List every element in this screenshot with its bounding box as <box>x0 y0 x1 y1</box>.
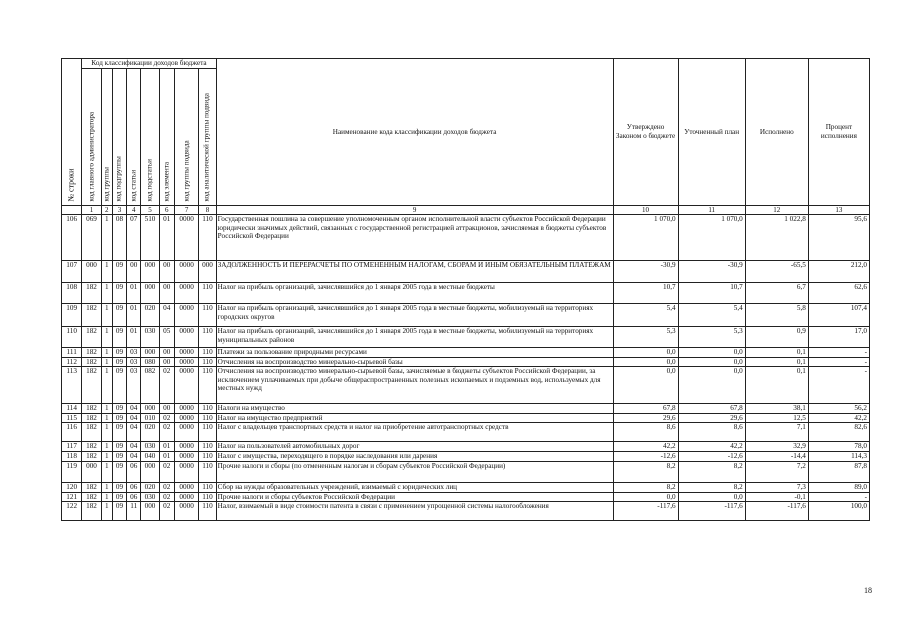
code-cell: 0000 <box>174 502 198 521</box>
percent-value: 17,0 <box>808 327 869 348</box>
code-cell: 1 <box>101 283 112 304</box>
code-cell: 00 <box>159 404 174 414</box>
executed-value: 7,3 <box>745 482 808 492</box>
code-cell: 05 <box>159 327 174 348</box>
header-row-no: № строки <box>62 59 82 206</box>
code-cell: 0000 <box>174 348 198 358</box>
code-cell: 02 <box>159 502 174 521</box>
code-cell: 0000 <box>174 442 198 452</box>
header-refined: Уточненный план <box>678 59 745 206</box>
code-cell: 09 <box>112 304 126 327</box>
row-number: 107 <box>62 261 82 283</box>
header-code-col: код статьи <box>127 69 141 206</box>
code-cell: 030 <box>141 492 159 502</box>
percent-value: - <box>808 367 869 404</box>
header-code-col: код подстатьи <box>141 69 159 206</box>
refined-value: 5,4 <box>678 304 745 327</box>
row-name: Налог на прибыль организаций, зачислявшийся до 1 января 2005 года в местные бюджеты, мобилизуемый на территориях муниципальных районов <box>216 327 613 348</box>
header-code-col: код элемента <box>159 69 174 206</box>
code-cell: 0000 <box>174 304 198 327</box>
table-row <box>62 451 870 461</box>
executed-value: -117,6 <box>745 502 808 521</box>
table-row <box>62 413 870 423</box>
code-cell: 09 <box>112 367 126 404</box>
refined-value: -12,6 <box>678 451 745 461</box>
code-cell: 040 <box>141 451 159 461</box>
approved-value: 8,2 <box>613 461 678 482</box>
approved-value: 8,6 <box>613 423 678 442</box>
approved-value: 0,0 <box>613 367 678 404</box>
code-cell: 1 <box>101 451 112 461</box>
row-name: Налог на пользователей автомобильных дорог <box>216 442 613 452</box>
code-cell: 1 <box>101 482 112 492</box>
page-number: 18 <box>864 586 872 595</box>
approved-value: 10,7 <box>613 283 678 304</box>
executed-value: 5,8 <box>745 304 808 327</box>
approved-value: 42,2 <box>613 442 678 452</box>
code-cell: 0000 <box>174 492 198 502</box>
code-cell: 1 <box>101 413 112 423</box>
code-cell: 04 <box>159 304 174 327</box>
row-number: 120 <box>62 482 82 492</box>
code-cell: 01 <box>159 442 174 452</box>
row-number: 115 <box>62 413 82 423</box>
code-cell: 000 <box>141 348 159 358</box>
approved-value: 1 070,0 <box>613 215 678 261</box>
code-cell: 110 <box>199 283 216 304</box>
header-code-col: код главного администратора <box>82 69 101 206</box>
refined-value: 10,7 <box>678 283 745 304</box>
code-cell: 182 <box>82 367 101 404</box>
table-row <box>62 442 870 452</box>
percent-value: 212,0 <box>808 261 869 283</box>
code-cell: 0000 <box>174 367 198 404</box>
percent-value: 89,0 <box>808 482 869 492</box>
code-cell: 03 <box>127 357 141 367</box>
table-row <box>62 367 870 404</box>
header-percent: Процент исполнения <box>808 59 869 206</box>
code-cell: 000 <box>141 502 159 521</box>
row-number: 106 <box>62 215 82 261</box>
code-cell: 110 <box>199 357 216 367</box>
code-cell: 110 <box>199 404 216 414</box>
code-cell: 06 <box>127 482 141 492</box>
column-number: 4 <box>127 206 141 215</box>
code-cell: 04 <box>127 442 141 452</box>
column-number: 13 <box>808 206 869 215</box>
code-cell: 00 <box>159 357 174 367</box>
header-code-group: Код классификации доходов бюджета <box>82 59 216 69</box>
code-cell: 04 <box>127 413 141 423</box>
code-cell: 1 <box>101 367 112 404</box>
code-cell: 000 <box>82 261 101 283</box>
code-cell: 01 <box>127 327 141 348</box>
column-number: 11 <box>678 206 745 215</box>
executed-value: 0,1 <box>745 348 808 358</box>
code-cell: 04 <box>127 404 141 414</box>
approved-value: -12,6 <box>613 451 678 461</box>
code-cell: 02 <box>159 492 174 502</box>
code-cell: 01 <box>127 283 141 304</box>
approved-value: -117,6 <box>613 502 678 521</box>
code-cell: 020 <box>141 482 159 492</box>
code-cell: 182 <box>82 357 101 367</box>
refined-value: 5,3 <box>678 327 745 348</box>
code-cell: 02 <box>159 413 174 423</box>
code-cell: 1 <box>101 461 112 482</box>
code-cell: 069 <box>82 215 101 261</box>
code-cell: 030 <box>141 442 159 452</box>
executed-value: 1 022,8 <box>745 215 808 261</box>
code-cell: 110 <box>199 215 216 261</box>
code-cell: 01 <box>159 451 174 461</box>
code-cell: 110 <box>199 327 216 348</box>
code-cell: 09 <box>112 442 126 452</box>
column-number: 6 <box>159 206 174 215</box>
code-cell: 01 <box>127 304 141 327</box>
code-cell: 09 <box>112 348 126 358</box>
code-cell: 04 <box>127 451 141 461</box>
code-cell: 020 <box>141 304 159 327</box>
code-cell: 06 <box>127 492 141 502</box>
row-name: Налог с имущества, переходящего в порядке наследования или дарения <box>216 451 613 461</box>
header-approved: Утверждено Законом о бюджете <box>613 59 678 206</box>
column-number: 2 <box>101 206 112 215</box>
row-name: Налог, взимаемый в виде стоимости патента в связи с применением упрощенной системы налогообложения <box>216 502 613 521</box>
table-row <box>62 215 870 261</box>
code-cell: 000 <box>141 461 159 482</box>
code-cell: 07 <box>127 215 141 261</box>
percent-value: - <box>808 357 869 367</box>
code-cell: 110 <box>199 304 216 327</box>
row-number: 119 <box>62 461 82 482</box>
code-cell: 110 <box>199 492 216 502</box>
row-number: 109 <box>62 304 82 327</box>
table-row <box>62 461 870 482</box>
refined-value: 8,6 <box>678 423 745 442</box>
code-cell: 0000 <box>174 461 198 482</box>
header-code-col: код аналитической группы подвида <box>199 69 216 206</box>
code-cell: 1 <box>101 492 112 502</box>
row-number: 111 <box>62 348 82 358</box>
column-number <box>62 206 82 215</box>
budget-revenue-table <box>61 58 870 521</box>
executed-value: -0,1 <box>745 492 808 502</box>
table-row <box>62 482 870 492</box>
refined-value: 29,6 <box>678 413 745 423</box>
code-cell: 1 <box>101 502 112 521</box>
code-cell: 0000 <box>174 357 198 367</box>
code-cell: 000 <box>141 261 159 283</box>
code-cell: 1 <box>101 404 112 414</box>
percent-value: 87,8 <box>808 461 869 482</box>
table-row <box>62 304 870 327</box>
row-number: 117 <box>62 442 82 452</box>
code-cell: 020 <box>141 423 159 442</box>
code-cell: 04 <box>127 423 141 442</box>
header-executed: Исполнено <box>745 59 808 206</box>
refined-value: 0,0 <box>678 492 745 502</box>
table-row <box>62 283 870 304</box>
row-name: Налоги на имущество <box>216 404 613 414</box>
header-code-col: код группы <box>101 69 112 206</box>
code-cell: 110 <box>199 348 216 358</box>
percent-value: 56,2 <box>808 404 869 414</box>
code-cell: 510 <box>141 215 159 261</box>
code-cell: 182 <box>82 482 101 492</box>
row-number: 114 <box>62 404 82 414</box>
code-cell: 1 <box>101 357 112 367</box>
refined-value: -117,6 <box>678 502 745 521</box>
percent-value: 114,3 <box>808 451 869 461</box>
code-cell: 03 <box>127 367 141 404</box>
approved-value: -30,9 <box>613 261 678 283</box>
column-number: 1 <box>82 206 101 215</box>
code-cell: 0000 <box>174 423 198 442</box>
code-cell: 110 <box>199 461 216 482</box>
code-cell: 080 <box>141 357 159 367</box>
code-cell: 00 <box>159 261 174 283</box>
code-cell: 00 <box>127 261 141 283</box>
code-cell: 182 <box>82 348 101 358</box>
approved-value: 0,0 <box>613 492 678 502</box>
row-number: 122 <box>62 502 82 521</box>
code-cell: 09 <box>112 413 126 423</box>
approved-value: 8,2 <box>613 482 678 492</box>
code-cell: 182 <box>82 304 101 327</box>
approved-value: 29,6 <box>613 413 678 423</box>
code-cell: 0000 <box>174 404 198 414</box>
refined-value: 0,0 <box>678 357 745 367</box>
header-name: Наименование кода классификации доходов бюджета <box>216 59 613 206</box>
code-cell: 09 <box>112 423 126 442</box>
column-number: 5 <box>141 206 159 215</box>
percent-value: 62,6 <box>808 283 869 304</box>
code-cell: 09 <box>112 482 126 492</box>
code-cell: 000 <box>141 404 159 414</box>
table-row <box>62 492 870 502</box>
refined-value: 67,8 <box>678 404 745 414</box>
code-cell: 182 <box>82 451 101 461</box>
code-cell: 08 <box>112 215 126 261</box>
header-code-col: код группы подвида <box>174 69 198 206</box>
code-cell: 0000 <box>174 327 198 348</box>
code-cell: 082 <box>141 367 159 404</box>
code-cell: 110 <box>199 413 216 423</box>
row-name: Налог с владельцев транспортных средств и налог на приобретение автотранспортных средств <box>216 423 613 442</box>
row-name: Сбор на нужды образовательных учреждений, взимаемый с юридических лиц <box>216 482 613 492</box>
approved-value: 5,4 <box>613 304 678 327</box>
table-row <box>62 423 870 442</box>
code-cell: 06 <box>127 461 141 482</box>
code-cell: 02 <box>159 367 174 404</box>
row-name: Налог на имущество предприятий <box>216 413 613 423</box>
code-cell: 0000 <box>174 283 198 304</box>
executed-value: 32,9 <box>745 442 808 452</box>
column-number: 9 <box>216 206 613 215</box>
code-cell: 1 <box>101 261 112 283</box>
approved-value: 0,0 <box>613 348 678 358</box>
refined-value: 0,0 <box>678 348 745 358</box>
row-number: 108 <box>62 283 82 304</box>
code-cell: 110 <box>199 367 216 404</box>
code-cell: 1 <box>101 348 112 358</box>
code-cell: 02 <box>159 423 174 442</box>
executed-value: 0,1 <box>745 367 808 404</box>
table-row <box>62 404 870 414</box>
code-cell: 09 <box>112 283 126 304</box>
code-cell: 182 <box>82 502 101 521</box>
row-number: 110 <box>62 327 82 348</box>
code-cell: 02 <box>159 461 174 482</box>
code-cell: 182 <box>82 327 101 348</box>
percent-value: 78,0 <box>808 442 869 452</box>
column-number-row <box>62 206 870 215</box>
percent-value: - <box>808 348 869 358</box>
executed-value: -65,5 <box>745 261 808 283</box>
table-row <box>62 327 870 348</box>
table-row <box>62 348 870 358</box>
code-cell: 110 <box>199 423 216 442</box>
row-number: 118 <box>62 451 82 461</box>
row-name: ЗАДОЛЖЕННОСТЬ И ПЕРЕРАСЧЕТЫ ПО ОТМЕНЕННЫМ НАЛОГАМ, СБОРАМ И ИНЫМ ОБЯЗАТЕЛЬНЫМ ПЛАТЕЖАМ <box>216 261 613 283</box>
executed-value: -14,4 <box>745 451 808 461</box>
executed-value: 0,1 <box>745 357 808 367</box>
code-cell: 010 <box>141 413 159 423</box>
percent-value: 100,0 <box>808 502 869 521</box>
row-name: Государственная пошлина за совершение уполномоченным органом исполнительной власти субъектов Российской Федерации юридически значимых действий, связанных с государственной регистрацией аттракционов, зачисляемая в бюджеты субъектов Российской Федерации <box>216 215 613 261</box>
row-name: Платежи за пользование природными ресурсами <box>216 348 613 358</box>
code-cell: 0000 <box>174 413 198 423</box>
code-cell: 1 <box>101 304 112 327</box>
row-name: Отчисления на воспроизводство минерально-сырьевой базы, зачисляемые в бюджеты субъектов Российской Федерации, за исключением уплачиваемых при добыче общераспространенных полезных ископаемых и подземных вод, используемых для местных нужд <box>216 367 613 404</box>
executed-value: 38,1 <box>745 404 808 414</box>
code-cell: 03 <box>127 348 141 358</box>
code-cell: 00 <box>159 283 174 304</box>
code-cell: 00 <box>159 348 174 358</box>
row-name: Отчисления на воспроизводство минерально-сырьевой базы <box>216 357 613 367</box>
code-cell: 02 <box>159 482 174 492</box>
percent-value: 107,4 <box>808 304 869 327</box>
column-number: 8 <box>199 206 216 215</box>
approved-value: 67,8 <box>613 404 678 414</box>
column-number: 3 <box>112 206 126 215</box>
code-cell: 000 <box>141 283 159 304</box>
code-cell: 110 <box>199 451 216 461</box>
code-cell: 182 <box>82 413 101 423</box>
row-number: 121 <box>62 492 82 502</box>
table-row <box>62 261 870 283</box>
code-cell: 182 <box>82 404 101 414</box>
approved-value: 5,3 <box>613 327 678 348</box>
refined-value: 8,2 <box>678 461 745 482</box>
percent-value: 82,6 <box>808 423 869 442</box>
code-cell: 110 <box>199 502 216 521</box>
percent-value: 95,6 <box>808 215 869 261</box>
code-cell: 0000 <box>174 215 198 261</box>
refined-value: 8,2 <box>678 482 745 492</box>
approved-value: 0,0 <box>613 357 678 367</box>
code-cell: 0000 <box>174 482 198 492</box>
executed-value: 7,2 <box>745 461 808 482</box>
row-name: Прочие налоги и сборы субъектов Российской Федерации <box>216 492 613 502</box>
row-number: 116 <box>62 423 82 442</box>
code-cell: 000 <box>199 261 216 283</box>
code-cell: 11 <box>127 502 141 521</box>
executed-value: 6,7 <box>745 283 808 304</box>
code-cell: 09 <box>112 404 126 414</box>
code-cell: 182 <box>82 423 101 442</box>
executed-value: 12,5 <box>745 413 808 423</box>
code-cell: 09 <box>112 502 126 521</box>
table-row <box>62 502 870 521</box>
column-number: 7 <box>174 206 198 215</box>
code-cell: 182 <box>82 442 101 452</box>
code-cell: 110 <box>199 482 216 492</box>
row-name: Прочие налоги и сборы (по отмененным налогам и сборам субъектов Российской Федерации) <box>216 461 613 482</box>
table-row <box>62 357 870 367</box>
refined-value: -30,9 <box>678 261 745 283</box>
code-cell: 030 <box>141 327 159 348</box>
code-cell: 000 <box>82 461 101 482</box>
code-cell: 09 <box>112 492 126 502</box>
code-cell: 1 <box>101 215 112 261</box>
row-name: Налог на прибыль организаций, зачислявшийся до 1 января 2005 года в местные бюджеты <box>216 283 613 304</box>
code-cell: 182 <box>82 492 101 502</box>
row-number: 112 <box>62 357 82 367</box>
column-number: 10 <box>613 206 678 215</box>
header-code-col: код подгруппы <box>112 69 126 206</box>
percent-value: - <box>808 492 869 502</box>
code-cell: 09 <box>112 451 126 461</box>
code-cell: 1 <box>101 442 112 452</box>
code-cell: 182 <box>82 283 101 304</box>
code-cell: 1 <box>101 327 112 348</box>
code-cell: 1 <box>101 423 112 442</box>
row-name: Налог на прибыль организаций, зачислявшийся до 1 января 2005 года в местные бюджеты, мобилизуемый на территориях городских округов <box>216 304 613 327</box>
code-cell: 01 <box>159 215 174 261</box>
refined-value: 1 070,0 <box>678 215 745 261</box>
refined-value: 0,0 <box>678 367 745 404</box>
code-cell: 110 <box>199 442 216 452</box>
executed-value: 0,9 <box>745 327 808 348</box>
code-cell: 0000 <box>174 261 198 283</box>
column-number: 12 <box>745 206 808 215</box>
code-cell: 09 <box>112 261 126 283</box>
code-cell: 0000 <box>174 451 198 461</box>
code-cell: 09 <box>112 461 126 482</box>
row-number: 113 <box>62 367 82 404</box>
executed-value: 7,1 <box>745 423 808 442</box>
refined-value: 42,2 <box>678 442 745 452</box>
code-cell: 09 <box>112 357 126 367</box>
code-cell: 09 <box>112 327 126 348</box>
percent-value: 42,2 <box>808 413 869 423</box>
